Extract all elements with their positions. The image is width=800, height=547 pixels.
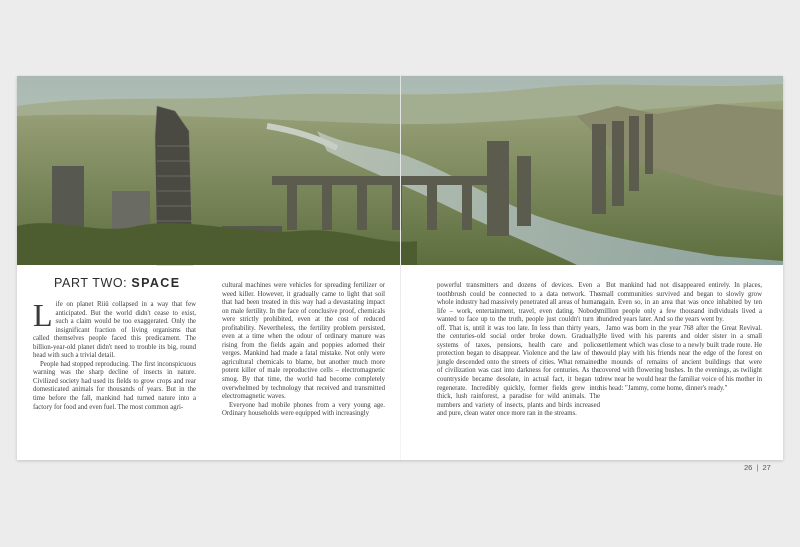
text-column-2 [222, 282, 385, 419]
heading-title: SPACE [131, 276, 181, 290]
paragraph: Everyone had mobile phones from a very young age. Ordinary households were equipped with increasingly [222, 401, 385, 418]
page-fold [400, 76, 401, 460]
drop-cap: L [33, 297, 53, 333]
text-column-3 [437, 282, 600, 419]
text-column-1 [33, 297, 196, 412]
text-column-4 [599, 282, 762, 393]
paragraph: But mankind had not disappeared entirely. In places, small communities survived and began to slowly grow again. Even so, in an area that was once inhabited by ten million people only a few thousand individuals lived a hundred years later. And so the years went by. [599, 282, 762, 324]
page-number-right: 27 [762, 463, 771, 472]
paragraph [33, 297, 196, 361]
book-spread [17, 76, 783, 472]
paragraph: powerful transmitters and dozens of devices. Even a toothbrush could be connected to a data network. The whole industry had massively penetrated all areas of human life – work, entertainment, travel, even dating. Nobody wanted to face up to the truth, people just couldn't turn it off. That is, until it was too late. In less than thirty years, the centuries-old social order broke down. Gradually, systems of taxes, pensions, health care and police protection began to disappear. Violence and the law of the jungle descended onto the streets of cities. What remained of civilization was cast into darkness for centuries. As the countryside became desolate, in actual fact, it began to regenerate. Incredibly quickly, former fields grew into thick, lush rainforest, a paradise for wild animals. The numbers and variety of insects, plants and birds increased and pure, clean water once more ran in the streams. [437, 282, 600, 418]
paragraph: cultural machines were vehicles for spreading fertilizer or weed killer. However, it gradually came to light that soil that had been treated in this way had a devastating impact on male fertility. In the face of conclusive proof, chemicals were strictly prohibited, even at the cost of reduced profitability. Nevertheless, the fertility problem persisted, even at a time when the odour of ordinary manure was rising from the fields again and poppies adorned their verges. Mankind had made a fatal mistake. Not only were agricultural chemicals to blame, but another much more potent killer of male reproductive cells – electromagnetic smog. By that time, the world had become completely overwhelmed by technology that received and transmitted electromagnetic waves. [222, 282, 385, 401]
paragraph: Jamo was born in the year 768 after the Great Revival. He lived with his parents and older sister in a small settlement which was close to a newly built trade route. He would play with his friends near the edge of the forest on the mounds of remains of ancient buildings that were covered with flowering bushes. In the evenings, as twilight drew near he would hear the familiar voice of his mother in his head: "Jammy, come home, dinner's ready." [599, 324, 762, 392]
paragraph-text: ife on planet Riiü collapsed in a way that few anticipated. But the world didn't cease to exist, such a claim would be too exaggerated. Only the insignificant fraction of living organisms that called themselves people faced this predicament. The billion-year-old planet didn't need to trouble its big, round head with such a trivial detail. [33, 301, 196, 360]
paragraph: People had stopped reproducing. The first inconspicuous warning was the sharp decline of insects in nature. Civilized society had used its fields to grow crops and rear domesticated animals for thousands of years. But in the time before the fall, mankind had turned nature into a factory for food and even fuel. The most common agri- [33, 360, 196, 411]
heading-prefix: PART TWO: [54, 276, 128, 290]
chapter-heading [54, 276, 180, 290]
page-numbers [744, 463, 771, 472]
page-number-left: 26 [744, 463, 753, 472]
page-number-separator: | [756, 463, 759, 472]
